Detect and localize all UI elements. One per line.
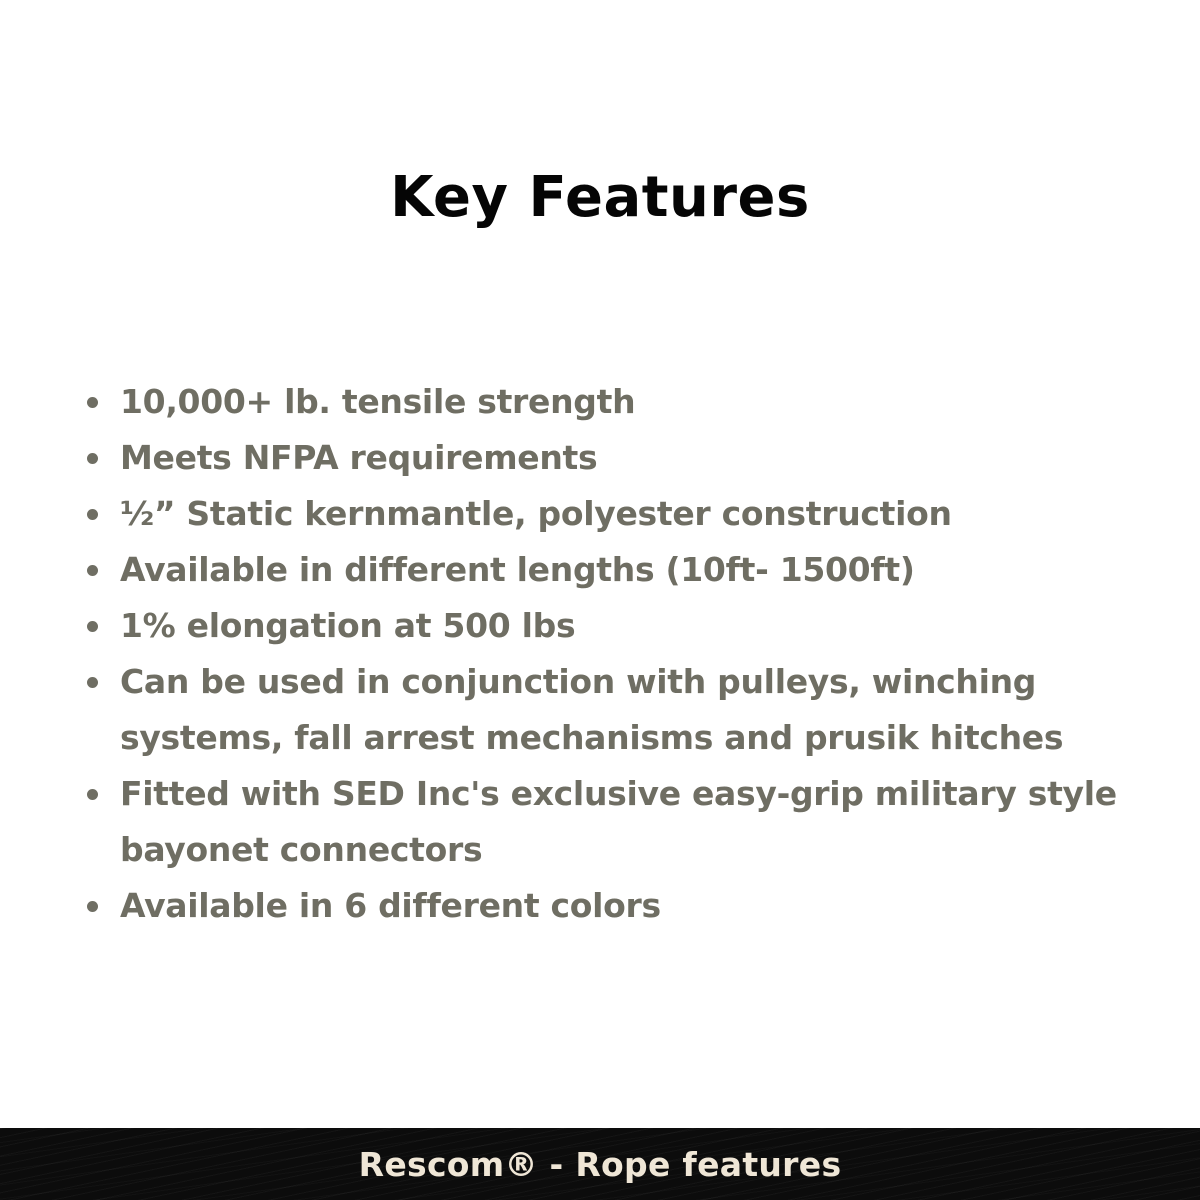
footer-caption: Rescom® - Rope features xyxy=(358,1144,842,1184)
bullet-icon xyxy=(87,789,98,800)
bullet-icon xyxy=(87,901,98,912)
bullet-icon xyxy=(87,621,98,632)
bullet-icon xyxy=(87,565,98,576)
feature-text: 10,000+ lb. tensile strength xyxy=(120,382,636,421)
page-title: Key Features xyxy=(390,165,810,230)
feature-text: 1% elongation at 500 lbs xyxy=(120,606,576,645)
feature-item xyxy=(120,598,1130,654)
feature-text: Available in different lengths (10ft- 1500ft) xyxy=(120,550,915,589)
feature-item xyxy=(120,878,1130,934)
feature-list xyxy=(120,374,1130,934)
feature-item xyxy=(120,374,1130,430)
feature-item xyxy=(120,486,1130,542)
feature-item xyxy=(120,542,1130,598)
bullet-icon xyxy=(87,509,98,520)
feature-text: Fitted with SED Inc's exclusive easy-grip military style bayonet connectors xyxy=(120,774,1117,869)
bullet-icon xyxy=(87,677,98,688)
feature-text: Available in 6 different colors xyxy=(120,886,661,925)
bullet-icon xyxy=(87,397,98,408)
bullet-icon xyxy=(87,453,98,464)
footer-banner xyxy=(0,1128,1200,1200)
feature-item xyxy=(120,430,1130,486)
feature-text: Meets NFPA requirements xyxy=(120,438,598,477)
feature-text: Can be used in conjunction with pulleys, winching systems, fall arrest mechanisms and prusik hitches xyxy=(120,662,1064,757)
feature-text: ½” Static kernmantle, polyester construction xyxy=(120,494,952,533)
feature-item xyxy=(120,766,1130,878)
feature-item xyxy=(120,654,1130,766)
